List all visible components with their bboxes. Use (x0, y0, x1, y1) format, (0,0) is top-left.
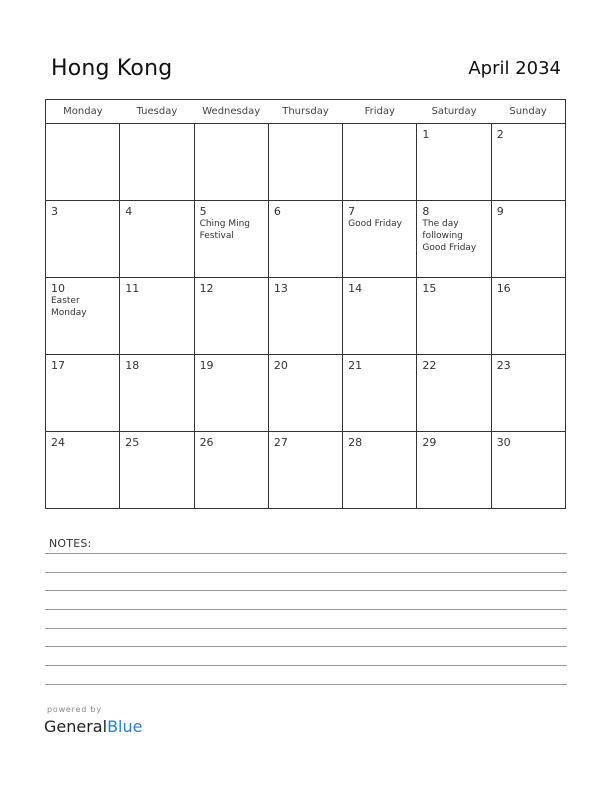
note-line (45, 628, 567, 629)
calendar-day-cell (491, 124, 565, 201)
day-number: 21 (348, 359, 363, 372)
calendar-day-cell (491, 278, 565, 355)
day-number: 17 (51, 359, 65, 372)
day-number: 27 (273, 436, 288, 449)
calendar-day-cell (194, 355, 268, 432)
day-number: 2 (496, 128, 504, 141)
note-line (45, 665, 567, 666)
calendar-day-cell (120, 201, 194, 278)
weekday-header-row (46, 100, 566, 124)
holiday-label: Festival (199, 231, 234, 241)
calendar-week-row (46, 355, 566, 432)
weekday-thursday: Thursday (268, 100, 342, 124)
day-number: 19 (199, 359, 214, 372)
calendar-day-cell (194, 278, 268, 355)
notes-label: NOTES: (49, 537, 92, 550)
calendar-day-cell (343, 355, 417, 432)
day-number: 15 (422, 282, 437, 295)
calendar-day-cell (268, 432, 342, 509)
calendar-day-cell (343, 201, 417, 278)
holiday-label: Easter (51, 296, 80, 306)
weekday-tuesday: Tuesday (120, 100, 194, 124)
day-number: 12 (199, 282, 214, 295)
day-number: 20 (273, 359, 288, 372)
calendar-day-cell (491, 201, 565, 278)
calendar-empty-cell (268, 124, 342, 201)
day-number: 10 (51, 282, 65, 295)
weekday-friday: Friday (343, 100, 417, 124)
day-number: 7 (348, 205, 356, 218)
calendar-day-cell (268, 355, 342, 432)
calendar-day-cell (417, 355, 491, 432)
day-number: 4 (125, 205, 133, 218)
calendar-body (46, 124, 566, 509)
brand-general: General (44, 717, 108, 736)
calendar-week-row (46, 432, 566, 509)
weekday-saturday: Saturday (417, 100, 491, 124)
calendar-empty-cell (194, 124, 268, 201)
note-line (45, 684, 567, 685)
calendar-day-cell (417, 432, 491, 509)
calendar-day-cell (268, 278, 342, 355)
day-number: 1 (422, 128, 430, 141)
powered-by-text: powered by (47, 705, 102, 714)
note-line (45, 590, 567, 591)
brand-blue: Blue (107, 717, 143, 736)
calendar-week-row (46, 201, 566, 278)
calendar-day-cell (491, 432, 565, 509)
calendar-day-cell (194, 432, 268, 509)
note-line (45, 572, 567, 573)
day-number: 16 (496, 282, 511, 295)
holiday-label: following (422, 231, 463, 241)
calendar-title: Hong Kong (51, 56, 173, 81)
note-line (45, 609, 567, 610)
calendar-day-cell (120, 432, 194, 509)
day-number: 22 (422, 359, 437, 372)
calendar-day-cell (194, 201, 268, 278)
day-number: 24 (51, 436, 65, 449)
day-number: 29 (422, 436, 437, 449)
day-number: 5 (199, 205, 207, 218)
weekday-sunday: Sunday (491, 100, 565, 124)
day-number: 9 (496, 205, 504, 218)
calendar-day-cell (343, 278, 417, 355)
day-number: 26 (199, 436, 214, 449)
calendar-empty-cell (120, 124, 194, 201)
holiday-label: Monday (51, 308, 87, 318)
calendar-day-cell (120, 278, 194, 355)
day-number: 28 (348, 436, 363, 449)
brand-logo (44, 717, 142, 736)
day-number: 3 (51, 205, 58, 218)
calendar-empty-cell (46, 124, 120, 201)
day-number: 14 (348, 282, 363, 295)
calendar-week-row (46, 278, 566, 355)
calendar-day-cell (46, 355, 120, 432)
calendar-day-cell (268, 201, 342, 278)
day-number: 6 (273, 205, 281, 218)
holiday-label: Good Friday (348, 219, 402, 229)
calendar-day-cell (417, 124, 491, 201)
calendar-day-cell (343, 432, 417, 509)
calendar-day-cell (120, 355, 194, 432)
note-line (45, 553, 567, 554)
weekday-monday: Monday (46, 100, 120, 124)
calendar-empty-cell (343, 124, 417, 201)
holiday-label: Ching Ming (199, 219, 251, 229)
note-line (45, 646, 567, 647)
calendar-day-cell (46, 432, 120, 509)
day-number: 23 (496, 359, 511, 372)
day-number: 8 (422, 205, 430, 218)
weekday-wednesday: Wednesday (194, 100, 268, 124)
calendar-day-cell (491, 355, 565, 432)
calendar-grid (45, 99, 566, 509)
day-number: 30 (496, 436, 511, 449)
calendar-day-cell (46, 278, 120, 355)
day-number: 11 (125, 282, 140, 295)
holiday-label: The day (422, 219, 459, 229)
day-number: 25 (125, 436, 140, 449)
calendar-day-cell (46, 201, 120, 278)
calendar-day-cell (417, 278, 491, 355)
calendar-day-cell (417, 201, 491, 278)
calendar-week-row (46, 124, 566, 201)
calendar-month: April 2034 (468, 58, 561, 79)
holiday-label: Good Friday (422, 243, 477, 253)
day-number: 13 (273, 282, 288, 295)
day-number: 18 (125, 359, 140, 372)
